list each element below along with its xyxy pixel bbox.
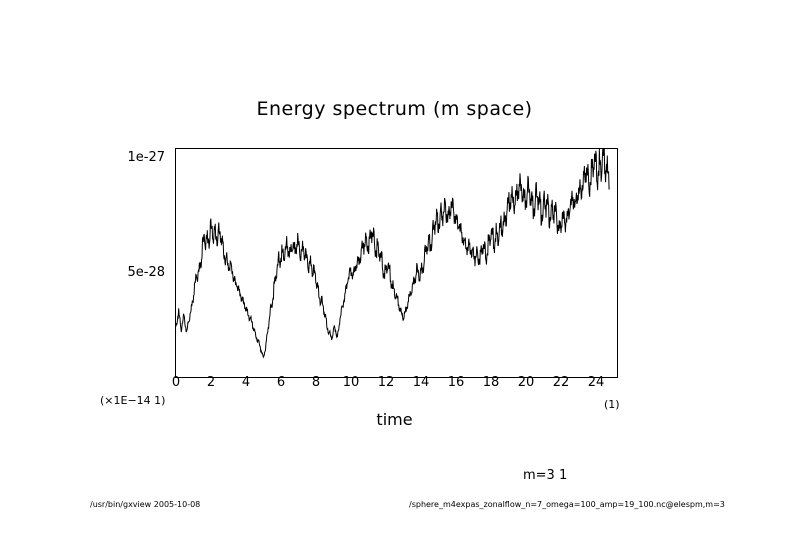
y-axis-unit-note: (1): [604, 398, 620, 411]
x-tick-label-2: 2: [206, 375, 216, 390]
x-tick-label-24: 24: [587, 375, 605, 390]
x-tick-label-20: 20: [517, 375, 535, 390]
x-tick-label-6: 6: [276, 375, 286, 390]
legend-label: m=3 1: [523, 468, 568, 483]
x-tick-label-22: 22: [552, 375, 570, 390]
x-tick-label-0: 0: [171, 375, 181, 390]
x-tick-label-12: 12: [377, 375, 395, 390]
footer-right-text: /sphere_m4expas_zonalflow_n=7_omega=100_amp=19_100.nc@elespm,m=3: [409, 500, 725, 509]
plot-area: [175, 148, 618, 378]
footer-left-text: /usr/bin/gxview 2005-10-08: [90, 500, 201, 509]
x-tick-label-18: 18: [482, 375, 500, 390]
energy-spectrum-line: [176, 149, 617, 377]
x-tick-label-10: 10: [342, 375, 360, 390]
x-axis-label: time: [376, 410, 413, 429]
y-tick-label-1e-27: 1e-27: [127, 150, 165, 165]
x-tick-label-16: 16: [447, 375, 465, 390]
x-tick-label-4: 4: [241, 375, 251, 390]
page-title: Energy spectrum (m space): [256, 98, 533, 120]
x-axis-scale-note: (×1E−14 1): [100, 394, 166, 407]
x-tick-label-14: 14: [412, 375, 430, 390]
y-tick-label-5e-28: 5e-28: [127, 265, 165, 280]
x-tick-label-8: 8: [311, 375, 321, 390]
